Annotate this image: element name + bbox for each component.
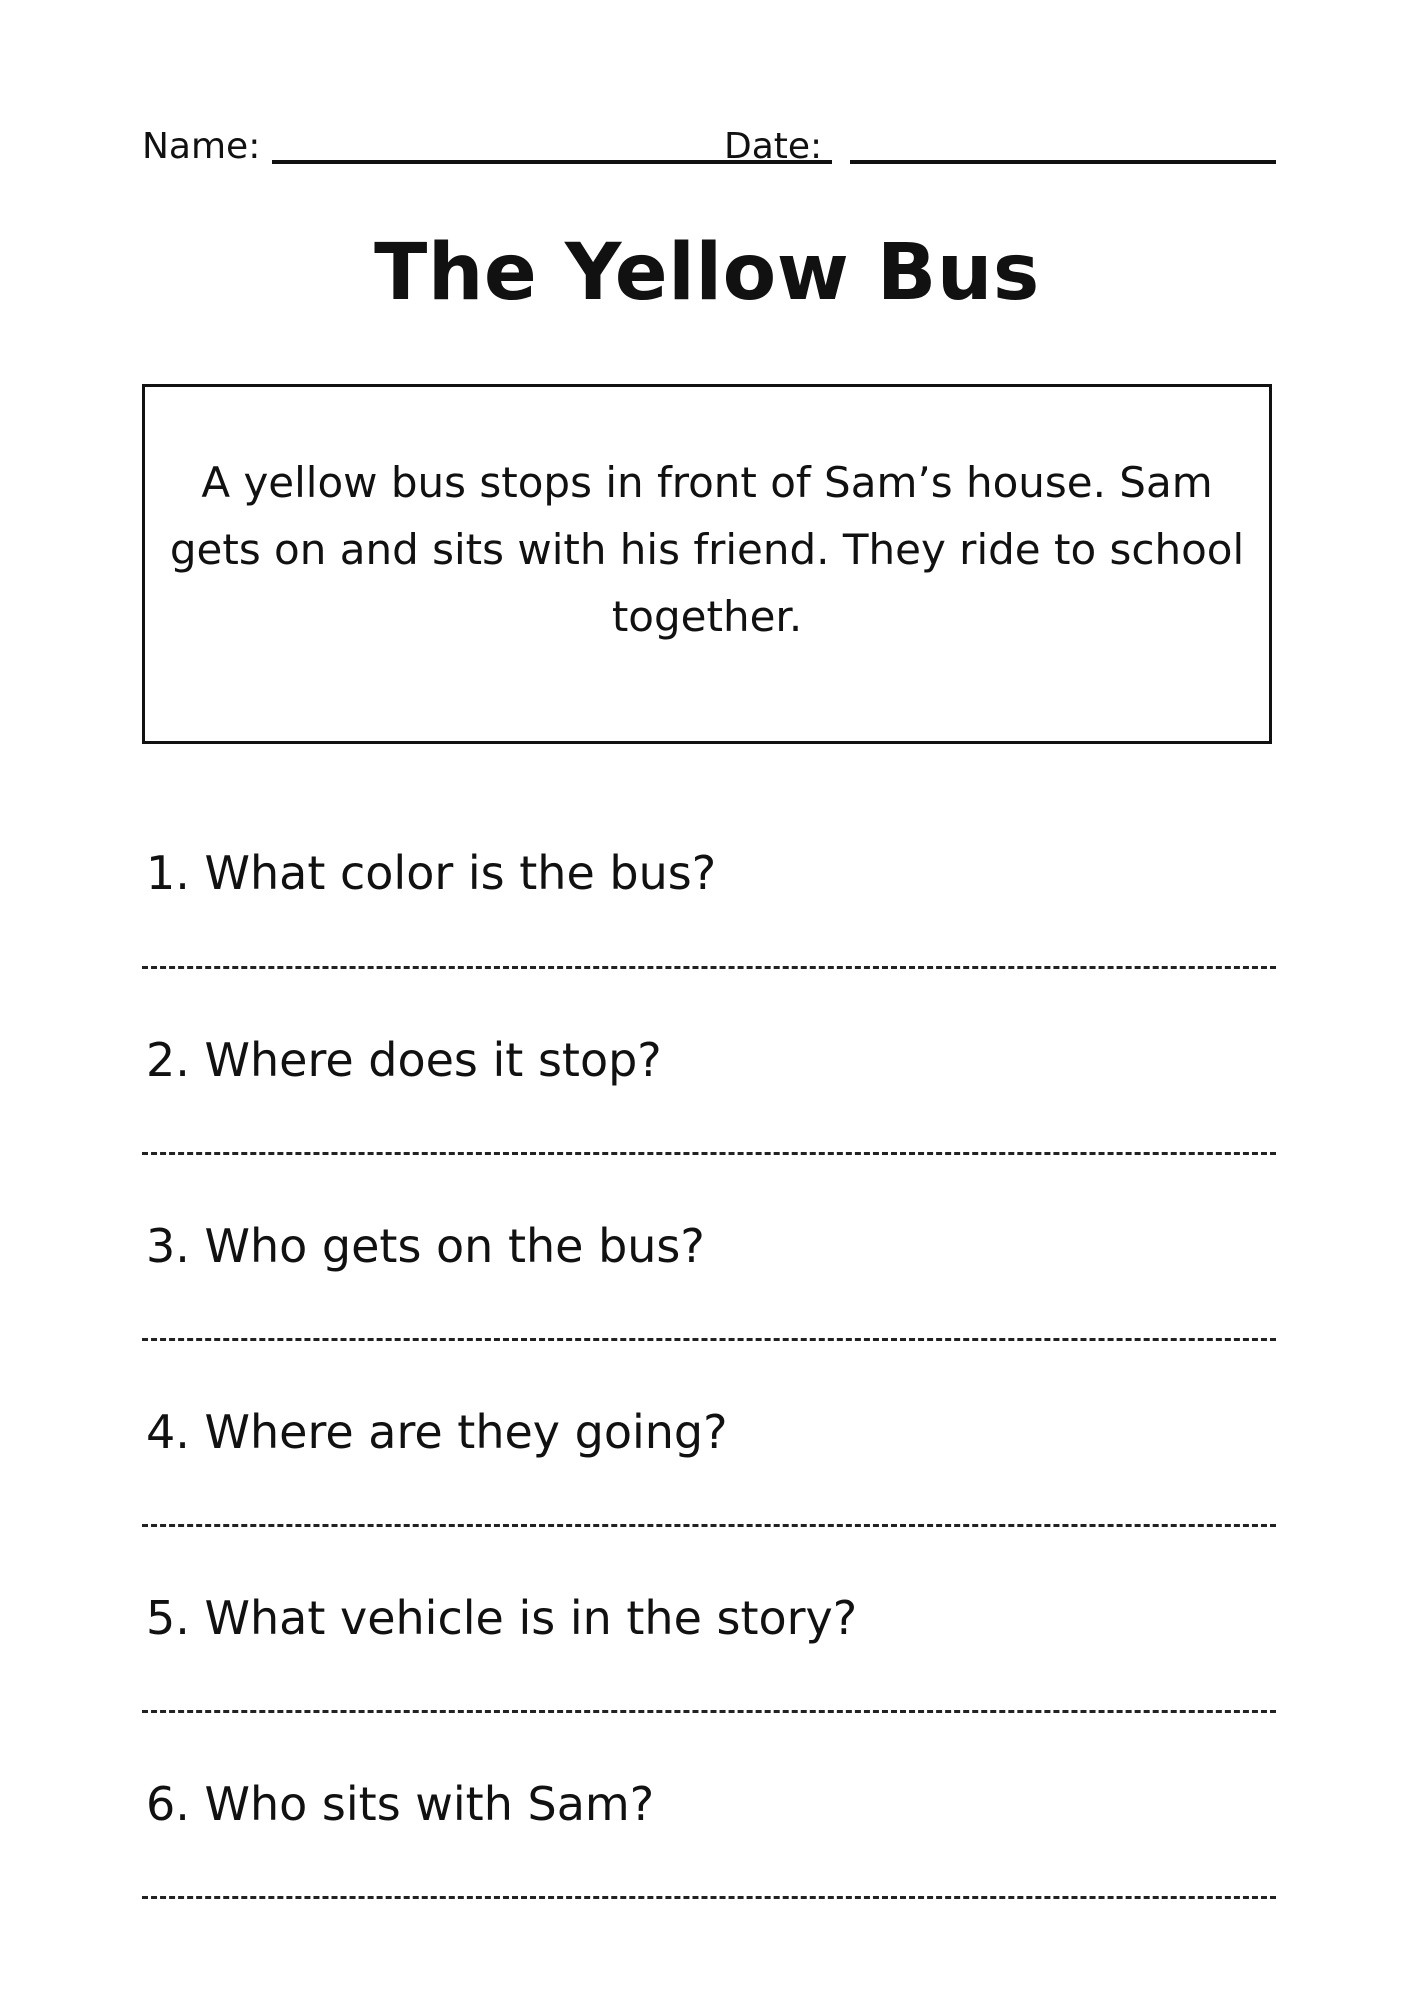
story-box: [142, 384, 1272, 744]
answer-line-3[interactable]: [142, 1338, 1276, 1341]
answer-line-4[interactable]: [142, 1524, 1276, 1527]
question-2: 2. Where does it stop?: [146, 1033, 662, 1087]
date-field[interactable]: [850, 160, 1276, 164]
worksheet-title: The Yellow Bus: [374, 228, 1040, 318]
story-text: A yellow bus stops in front of Sam’s house. Sam gets on and sits with his friend. They ride to school together.: [169, 457, 1245, 641]
name-label: Name:: [142, 126, 261, 167]
question-6: 6. Who sits with Sam?: [146, 1777, 655, 1831]
answer-line-5[interactable]: [142, 1710, 1276, 1713]
question-3: 3. Who gets on the bus?: [146, 1219, 705, 1273]
date-label: Date:: [724, 126, 823, 167]
answer-line-6[interactable]: [142, 1896, 1276, 1899]
question-5: 5. What vehicle is in the story?: [146, 1591, 858, 1645]
question-4: 4. Where are they going?: [146, 1405, 728, 1459]
answer-line-2[interactable]: [142, 1152, 1276, 1155]
header-row: [142, 122, 1276, 172]
answer-line-1[interactable]: [142, 966, 1276, 969]
question-1: 1. What color is the bus?: [146, 846, 717, 900]
